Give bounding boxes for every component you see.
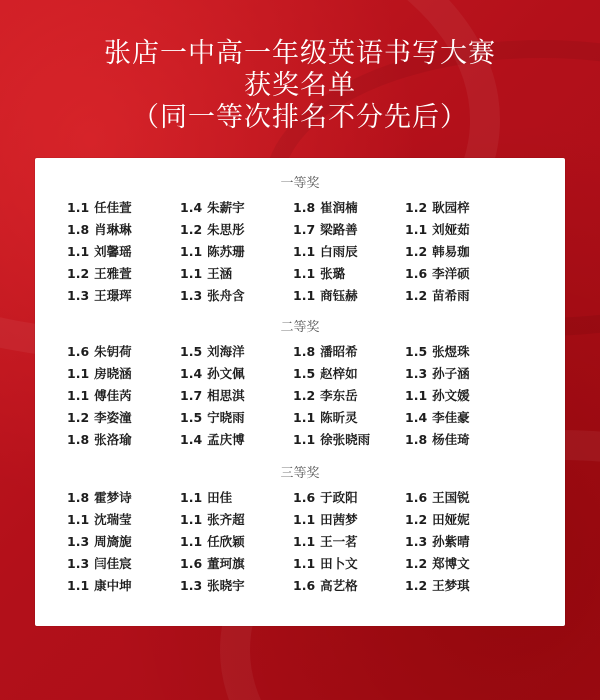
winner-entry <box>405 488 470 508</box>
class-code: 1.1 <box>180 490 203 505</box>
winner-name: 高艺格 <box>320 578 358 593</box>
winner-name: 刘馨瑶 <box>94 244 132 259</box>
winner-entry <box>180 264 232 284</box>
winner-row <box>35 510 565 530</box>
winner-entry <box>180 242 245 262</box>
winner-entry <box>405 342 470 362</box>
winner-entry <box>180 576 245 596</box>
winner-name: 刘海洋 <box>207 344 245 359</box>
class-code: 1.6 <box>293 578 316 593</box>
winners-list-card <box>35 158 565 626</box>
class-code: 1.2 <box>405 288 428 303</box>
winner-name: 宁晓雨 <box>207 410 245 425</box>
winner-name: 梁路善 <box>320 222 358 237</box>
winner-entry <box>180 430 245 450</box>
class-code: 1.6 <box>293 490 316 505</box>
winner-name: 朱思彤 <box>207 222 245 237</box>
winner-entry <box>293 488 358 508</box>
class-code: 1.1 <box>67 578 90 593</box>
class-code: 1.3 <box>67 534 90 549</box>
winner-name: 韩易珈 <box>432 244 470 259</box>
winner-name: 闫佳宸 <box>94 556 132 571</box>
winner-entry <box>67 554 132 574</box>
winner-entry <box>293 386 358 406</box>
winner-name: 张煜珠 <box>432 344 470 359</box>
winner-entry <box>67 342 132 362</box>
winner-name: 田娅妮 <box>432 512 470 527</box>
winner-name: 陈昕灵 <box>320 410 358 425</box>
winner-name: 张璐 <box>320 266 346 281</box>
winner-name: 商钰赫 <box>320 288 358 303</box>
winner-name: 徐张晓雨 <box>320 432 371 447</box>
winner-entry <box>293 532 358 552</box>
winner-name: 孟庆博 <box>207 432 245 447</box>
class-code: 1.1 <box>293 244 316 259</box>
winner-name: 白雨辰 <box>320 244 358 259</box>
winner-entry <box>67 198 132 218</box>
winner-name: 李姿潼 <box>94 410 132 425</box>
class-code: 1.1 <box>293 556 316 571</box>
class-code: 1.2 <box>405 512 428 527</box>
winner-name: 王璟珲 <box>94 288 132 303</box>
class-code: 1.2 <box>293 388 316 403</box>
class-code: 1.1 <box>293 288 316 303</box>
class-code: 1.3 <box>180 578 203 593</box>
winner-row <box>35 198 565 218</box>
winner-entry <box>67 532 132 552</box>
class-code: 1.6 <box>405 266 428 281</box>
class-code: 1.1 <box>293 410 316 425</box>
winner-row <box>35 386 565 406</box>
winner-entry <box>180 408 245 428</box>
winner-entry <box>293 286 358 306</box>
winner-name: 田佳 <box>207 490 233 505</box>
winner-name: 张舟含 <box>207 288 245 303</box>
class-code: 1.1 <box>293 512 316 527</box>
winner-name: 霍梦诗 <box>94 490 132 505</box>
winner-name: 康中坤 <box>94 578 132 593</box>
winner-entry <box>405 286 470 306</box>
winner-name: 潘昭希 <box>320 344 358 359</box>
class-code: 1.8 <box>293 200 316 215</box>
winner-entry <box>405 198 470 218</box>
poster-title: 张店一中高一年级英语书写大赛 <box>104 38 496 69</box>
class-code: 1.3 <box>405 366 428 381</box>
class-code: 1.7 <box>180 388 203 403</box>
winner-name: 孙文媛 <box>432 388 470 403</box>
winner-row <box>35 488 565 508</box>
winner-name: 沈瑞莹 <box>94 512 132 527</box>
winner-entry <box>67 220 132 240</box>
winner-row <box>35 430 565 450</box>
winner-row <box>35 342 565 362</box>
class-code: 1.2 <box>405 556 428 571</box>
winner-name: 肖琳琳 <box>94 222 132 237</box>
class-code: 1.2 <box>405 578 428 593</box>
winner-name: 张晓宇 <box>207 578 245 593</box>
class-code: 1.7 <box>293 222 316 237</box>
winner-entry <box>67 386 132 406</box>
winner-name: 房晓涵 <box>94 366 132 381</box>
class-code: 1.8 <box>293 344 316 359</box>
class-code: 1.1 <box>67 200 90 215</box>
winner-name: 王梦琪 <box>432 578 470 593</box>
class-code: 1.1 <box>67 512 90 527</box>
winner-entry <box>67 364 132 384</box>
winner-entry <box>293 264 345 284</box>
winner-name: 任欣颖 <box>207 534 245 549</box>
class-code: 1.1 <box>67 244 90 259</box>
winner-name: 朱钥荷 <box>94 344 132 359</box>
winner-name: 苗希雨 <box>432 288 470 303</box>
winner-entry <box>67 576 132 596</box>
winner-name: 刘娅茹 <box>432 222 470 237</box>
class-code: 1.4 <box>180 200 203 215</box>
class-code: 1.1 <box>293 432 316 447</box>
winner-name: 王雅萱 <box>94 266 132 281</box>
class-code: 1.8 <box>405 432 428 447</box>
winner-entry <box>180 532 245 552</box>
class-code: 1.6 <box>67 344 90 359</box>
winner-row <box>35 576 565 596</box>
class-code: 1.4 <box>405 410 428 425</box>
winner-entry <box>180 510 245 530</box>
class-code: 1.8 <box>67 432 90 447</box>
winner-name: 孙紫晴 <box>432 534 470 549</box>
class-code: 1.5 <box>180 344 203 359</box>
winner-entry <box>180 342 245 362</box>
winner-entry <box>67 488 132 508</box>
section-title: 一等奖 <box>280 176 320 191</box>
winner-entry <box>180 488 232 508</box>
winner-entry <box>67 408 132 428</box>
winner-entry <box>67 286 132 306</box>
winner-entry <box>405 532 470 552</box>
winner-name: 崔润楠 <box>320 200 358 215</box>
class-code: 1.1 <box>180 534 203 549</box>
winner-entry <box>405 264 470 284</box>
winner-entry <box>293 430 370 450</box>
winner-name: 于政阳 <box>320 490 358 505</box>
winner-name: 陈苏珊 <box>207 244 245 259</box>
winner-entry <box>293 220 358 240</box>
winner-name: 田茜梦 <box>320 512 358 527</box>
winner-entry <box>180 386 245 406</box>
class-code: 1.1 <box>67 366 90 381</box>
winner-entry <box>405 510 470 530</box>
class-code: 1.8 <box>67 490 90 505</box>
class-code: 1.5 <box>293 366 316 381</box>
winner-entry <box>293 554 358 574</box>
class-code: 1.1 <box>67 388 90 403</box>
section-title: 二等奖 <box>280 320 320 335</box>
winner-entry <box>405 364 470 384</box>
winner-entry <box>293 198 358 218</box>
winner-row <box>35 554 565 574</box>
winner-name: 王国锐 <box>432 490 470 505</box>
winner-row <box>35 532 565 552</box>
winner-name: 任佳萱 <box>94 200 132 215</box>
class-code: 1.1 <box>293 266 316 281</box>
winner-entry <box>405 430 470 450</box>
class-code: 1.3 <box>180 288 203 303</box>
winner-row <box>35 220 565 240</box>
winner-entry <box>405 408 470 428</box>
class-code: 1.8 <box>67 222 90 237</box>
winner-name: 朱薪宇 <box>207 200 245 215</box>
winner-name: 李佳豪 <box>432 410 470 425</box>
winner-row <box>35 242 565 262</box>
class-code: 1.3 <box>67 556 90 571</box>
class-code: 1.2 <box>405 244 428 259</box>
class-code: 1.5 <box>405 344 428 359</box>
class-code: 1.6 <box>405 490 428 505</box>
winner-entry <box>405 220 470 240</box>
winner-name: 王涵 <box>207 266 233 281</box>
winner-entry <box>405 576 470 596</box>
class-code: 1.1 <box>180 512 203 527</box>
winner-entry <box>293 408 358 428</box>
winner-entry <box>293 364 358 384</box>
winner-name: 李东岳 <box>320 388 358 403</box>
class-code: 1.1 <box>405 222 428 237</box>
class-code: 1.4 <box>180 432 203 447</box>
winner-name: 田卜文 <box>320 556 358 571</box>
winner-entry <box>67 510 132 530</box>
class-code: 1.3 <box>405 534 428 549</box>
winner-name: 李洋硕 <box>432 266 470 281</box>
winner-name: 董珂旗 <box>207 556 245 571</box>
winner-name: 郑博文 <box>432 556 470 571</box>
winner-entry <box>180 286 245 306</box>
winner-entry <box>180 554 245 574</box>
winner-name: 孙子涵 <box>432 366 470 381</box>
winner-name: 王一茗 <box>320 534 358 549</box>
winner-entry <box>405 242 470 262</box>
winner-row <box>35 408 565 428</box>
winner-name: 傅佳芮 <box>94 388 132 403</box>
winner-entry <box>180 220 245 240</box>
winner-name: 周旖旎 <box>94 534 132 549</box>
winner-entry <box>293 342 358 362</box>
winner-name: 张齐超 <box>207 512 245 527</box>
winner-row <box>35 264 565 284</box>
class-code: 1.5 <box>180 410 203 425</box>
class-code: 1.1 <box>180 244 203 259</box>
winner-entry <box>67 430 132 450</box>
class-code: 1.2 <box>180 222 203 237</box>
winner-entry <box>405 554 470 574</box>
section-title: 三等奖 <box>280 466 320 481</box>
class-code: 1.1 <box>180 266 203 281</box>
class-code: 1.3 <box>67 288 90 303</box>
poster-note: （同一等次排名不分先后） <box>132 102 468 133</box>
winner-name: 相思淇 <box>207 388 245 403</box>
winner-entry <box>293 242 358 262</box>
winner-entry <box>180 364 245 384</box>
class-code: 1.1 <box>405 388 428 403</box>
class-code: 1.2 <box>405 200 428 215</box>
winner-entry <box>293 576 358 596</box>
class-code: 1.4 <box>180 366 203 381</box>
class-code: 1.6 <box>180 556 203 571</box>
winner-entry <box>67 264 132 284</box>
winner-name: 杨佳琦 <box>432 432 470 447</box>
winner-name: 张洛瑜 <box>94 432 132 447</box>
winner-entry <box>67 242 132 262</box>
poster-subtitle: 获奖名单 <box>244 70 356 101</box>
class-code: 1.2 <box>67 266 90 281</box>
winner-row <box>35 364 565 384</box>
winner-row <box>35 286 565 306</box>
winner-entry <box>405 386 470 406</box>
class-code: 1.1 <box>293 534 316 549</box>
winner-name: 孙文佩 <box>207 366 245 381</box>
winner-entry <box>180 198 245 218</box>
winner-name: 耿园梓 <box>432 200 470 215</box>
winner-name: 赵梓如 <box>320 366 358 381</box>
class-code: 1.2 <box>67 410 90 425</box>
winner-entry <box>293 510 358 530</box>
